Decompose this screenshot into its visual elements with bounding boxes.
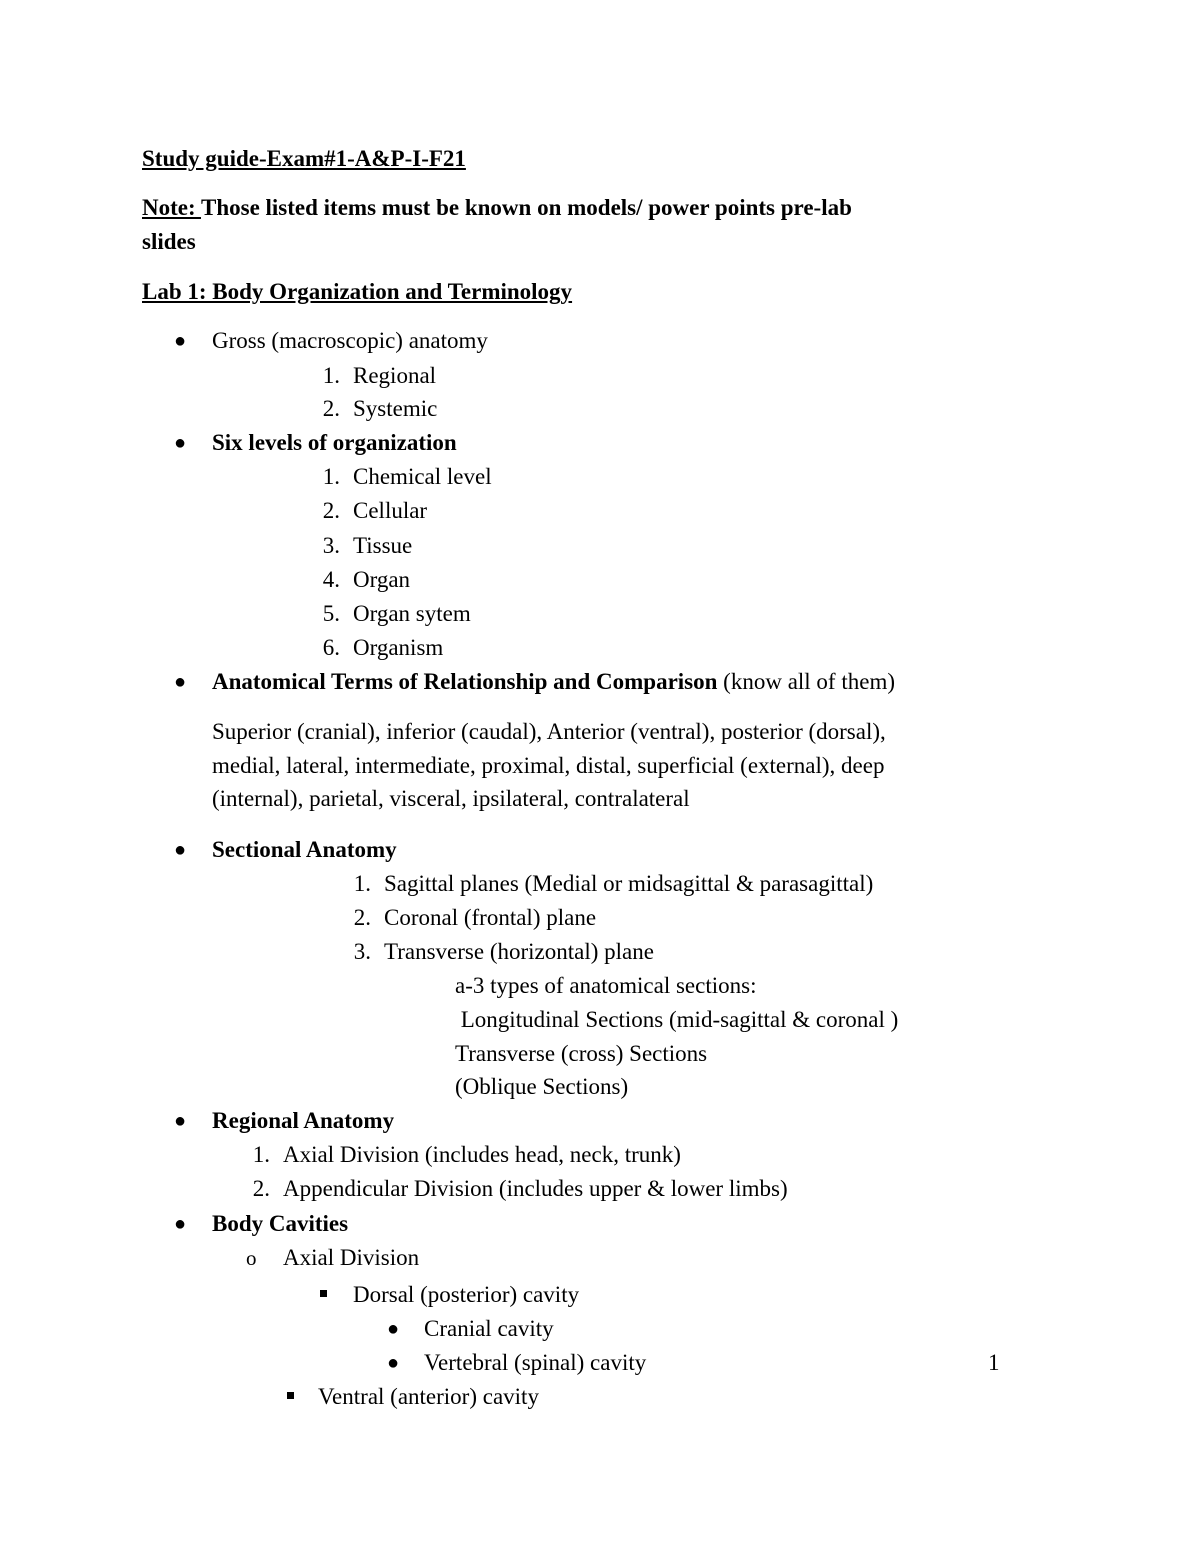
list-item: Axial Division (includes head, neck, trunk) — [283, 1142, 681, 1167]
sections-subline: a-3 types of anatomical sections: — [455, 973, 757, 998]
sections-subline: (Oblique Sections) — [455, 1074, 629, 1099]
circle-bullet-icon: o — [246, 1246, 257, 1270]
page-number: 1 — [988, 1350, 1000, 1375]
regional-label: Regional Anatomy — [212, 1108, 395, 1133]
cranial-cavity-label: Cranial cavity — [424, 1316, 554, 1341]
list-number: 3. — [353, 939, 371, 964]
list-number: 1. — [322, 363, 340, 388]
list-number: 2. — [322, 498, 340, 523]
gross-anatomy-label: Gross (macroscopic) anatomy — [212, 328, 488, 353]
list-number: 2. — [322, 396, 340, 421]
list-item: Transverse (horizontal) plane — [384, 939, 654, 964]
list-number: 2. — [353, 905, 371, 930]
list-item: Systemic — [353, 396, 438, 421]
list-item: Cellular — [353, 498, 428, 523]
list-number: 1. — [322, 464, 340, 489]
vertebral-cavity-label: Vertebral (spinal) cavity — [424, 1350, 647, 1375]
dorsal-cavity-label: Dorsal (posterior) cavity — [353, 1282, 580, 1307]
note-line — [142, 193, 852, 223]
square-bullet-icon — [320, 1290, 327, 1297]
terms-line-2: medial, lateral, intermediate, proximal, distal, superficial (external), deep — [212, 753, 885, 778]
terms-line-3: (internal), parietal, visceral, ipsilateral, contralateral — [212, 786, 690, 811]
terms-heading — [212, 667, 895, 697]
terms-suffix: (know all of them) — [717, 669, 895, 694]
ventral-cavity-label: Ventral (anterior) cavity — [318, 1384, 539, 1409]
list-item: Organ sytem — [353, 601, 471, 626]
list-item: Sagittal planes (Medial or midsagittal & parasagittal) — [384, 871, 874, 896]
lab-heading: Lab 1: Body Organization and Terminology — [142, 279, 573, 304]
bullet-icon: ● — [174, 839, 187, 861]
list-item: Coronal (frontal) plane — [384, 905, 597, 930]
sections-subline: Transverse (cross) Sections — [455, 1041, 708, 1066]
bullet-icon: ● — [174, 330, 187, 352]
list-item: Organ — [353, 567, 411, 592]
cavities-label: Body Cavities — [212, 1211, 349, 1236]
bullet-icon: ● — [174, 1110, 187, 1132]
list-item: Organism — [353, 635, 444, 660]
levels-label: Six levels of organization — [212, 430, 457, 455]
bullet-icon: ● — [387, 1352, 400, 1374]
note-text-continued: slides — [142, 229, 196, 254]
list-item: Regional — [353, 363, 437, 388]
list-item: Tissue — [353, 533, 413, 558]
list-number: 4. — [322, 567, 340, 592]
note-label: Note: — [142, 195, 201, 220]
list-number: 6. — [322, 635, 340, 660]
bullet-icon: ● — [174, 671, 187, 693]
list-number: 5. — [322, 601, 340, 626]
list-item: Chemical level — [353, 464, 492, 489]
list-number: 3. — [322, 533, 340, 558]
bullet-icon: ● — [387, 1318, 400, 1340]
terms-label: Anatomical Terms of Relationship and Comparison — [212, 669, 718, 694]
note-text: Those listed items must be known on models/ power points pre-lab — [200, 195, 852, 220]
document-title: Study guide-Exam#1-A&P-I-F21 — [142, 146, 466, 171]
bullet-icon: ● — [174, 1213, 187, 1235]
bullet-icon: ● — [174, 432, 187, 454]
list-item: Appendicular Division (includes upper & lower limbs) — [283, 1176, 788, 1201]
square-bullet-icon — [287, 1392, 294, 1399]
sections-subline: Longitudinal Sections (mid-sagittal & coronal ) — [455, 1007, 899, 1032]
axial-division-label: Axial Division — [283, 1245, 420, 1270]
list-number: 1. — [353, 871, 371, 896]
list-number: 1. — [252, 1142, 270, 1167]
sectional-label: Sectional Anatomy — [212, 837, 397, 862]
terms-line-1: Superior (cranial), inferior (caudal), Anterior (ventral), posterior (dorsal), — [212, 719, 886, 744]
list-number: 2. — [252, 1176, 270, 1201]
